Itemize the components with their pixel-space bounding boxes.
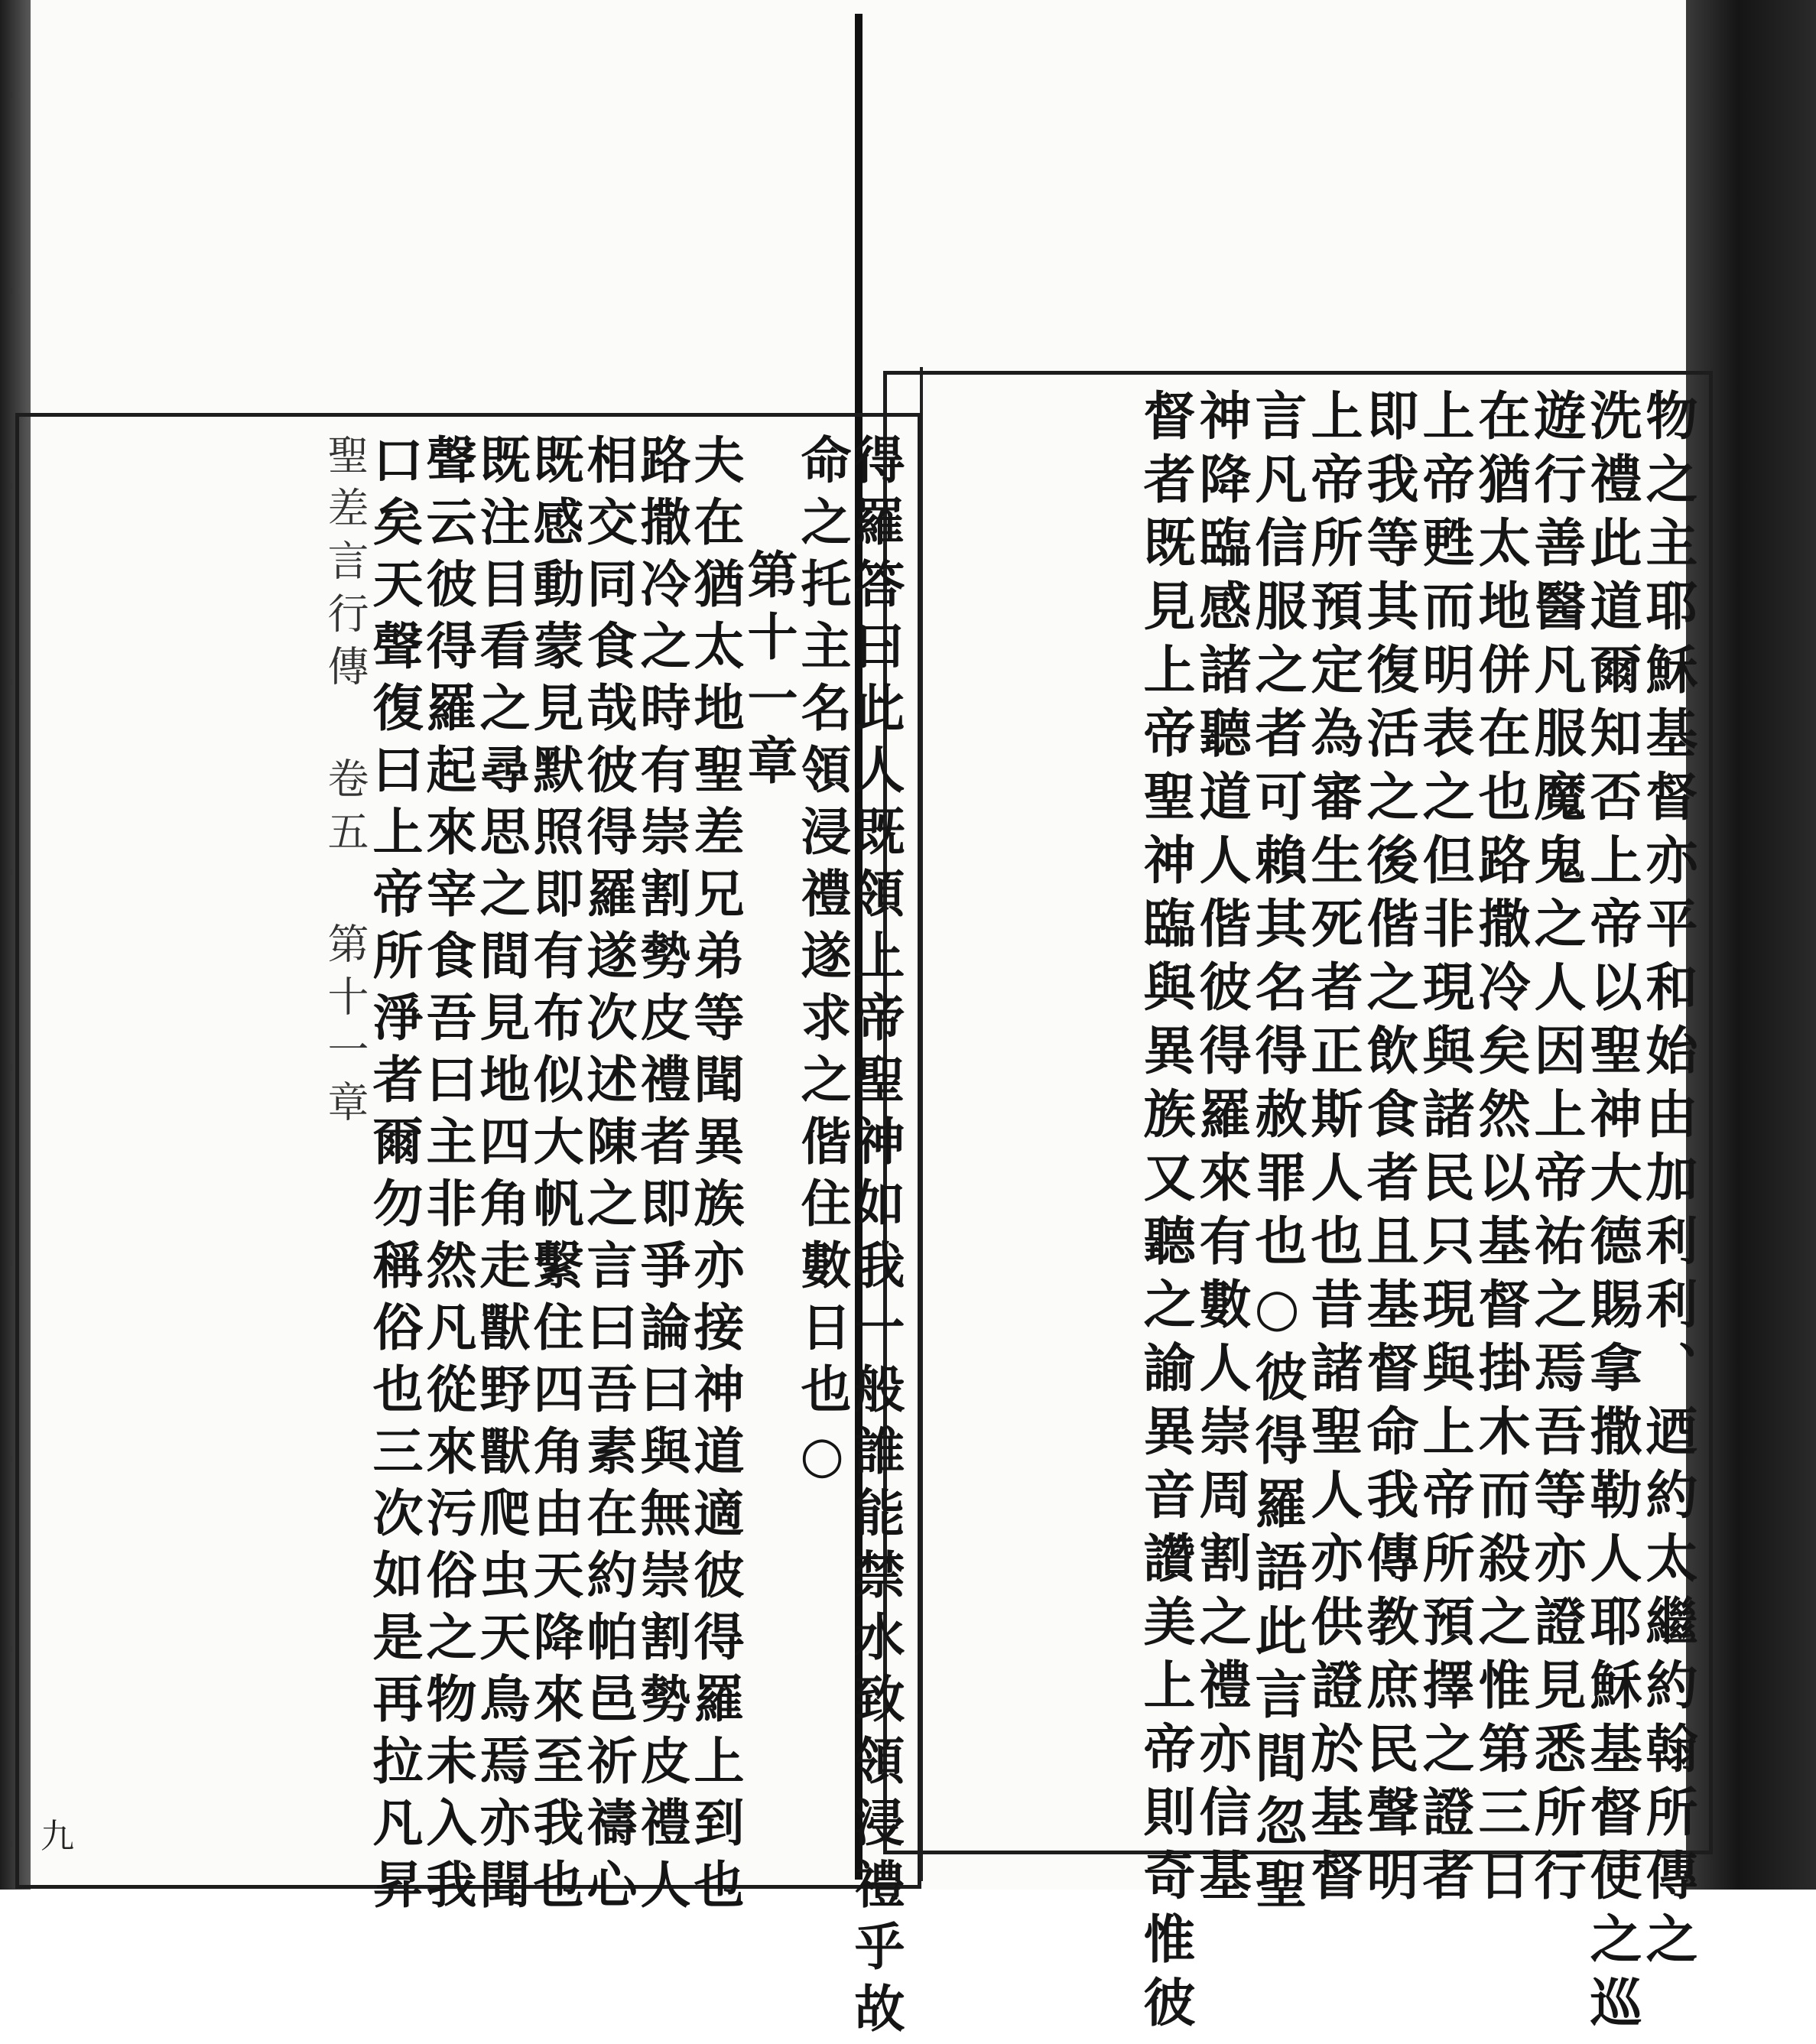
running-title: 聖差言行傳 卷五 第十一章 xyxy=(321,434,369,1133)
right-page-columns xyxy=(1135,388,1698,2039)
text-column: 口矣天聲復曰上帝所淨者爾勿稱俗也三次如是再拉凡昇 xyxy=(364,434,424,1920)
text-column: 得羅答曰此人既領上帝聖神如我一般誰能禁水致領浸禮乎故 xyxy=(846,434,905,2044)
text-column: 督者既見上帝聖神臨與異族又聽之諭異音讚美上帝則奇惟彼 xyxy=(1135,388,1196,2039)
text-column: 物之主耶穌基督亦平和始由加利利、迺約太繼約翰所傳之 xyxy=(1637,388,1698,1975)
text-column: 既注目看之尋思之間見地四角走獸野獸爬虫天鳥焉亦聞 xyxy=(471,434,531,1920)
text-column: 聲云彼得羅起來宰食吾曰主非然凡從來污俗之物未入我 xyxy=(417,434,477,1920)
text-column: 上帝甦而明表之但非現與諸民只現與上帝所預擇之證者 xyxy=(1414,388,1475,1912)
text-column: 即我等其復活之後偕之飲食者且基督命我傳教庶民聲明 xyxy=(1358,388,1419,1912)
chapter-heading: 第十一章 xyxy=(739,548,798,796)
text-column: 上帝所預定為審生死者正斯人也昔諸聖人亦供證於基督 xyxy=(1302,388,1363,1912)
text-column: 夫在猶太地聖差兄弟等聞異族亦接神道適彼得羅上到也 xyxy=(685,434,745,1920)
right-page xyxy=(883,371,1713,2039)
text-column: 在猶太地併在也路撒冷矣然以基督掛木而殺之惟第三日 xyxy=(1470,388,1531,1912)
text-column: 言凡信服之者可賴其名得赦罪也○彼得羅語此言間忽聖 xyxy=(1246,388,1308,1921)
text-column: 神降臨感諸聽道人偕彼得羅來有數人崇周割之禮亦信基 xyxy=(1191,388,1252,1912)
page-number: 九 xyxy=(41,1817,74,1856)
text-column: 洗禮此道爾知否上帝以聖神大德賜拿撒勒人耶穌基督使之巡 xyxy=(1581,388,1642,2039)
text-column: 命之托主名領浸禮遂求之偕住數日也○ xyxy=(792,434,852,1496)
text-column: 遊行善醫凡服魔鬼之人因上帝祐之焉吾等亦證見悉所行 xyxy=(1525,388,1587,1912)
text-column: 既感動蒙見默照即有布似大帆繫住四角由天降來至我也 xyxy=(525,434,584,1920)
left-page-columns xyxy=(321,434,905,2044)
left-page xyxy=(15,413,921,2044)
text-column: 相交同食哉彼得羅遂次述陳之言曰吾素在約帕邑祈禱心 xyxy=(578,434,638,1920)
text-column: 路撒冷之時有崇割勢皮禮者即爭論曰與無崇割勢皮禮人 xyxy=(632,434,691,1920)
